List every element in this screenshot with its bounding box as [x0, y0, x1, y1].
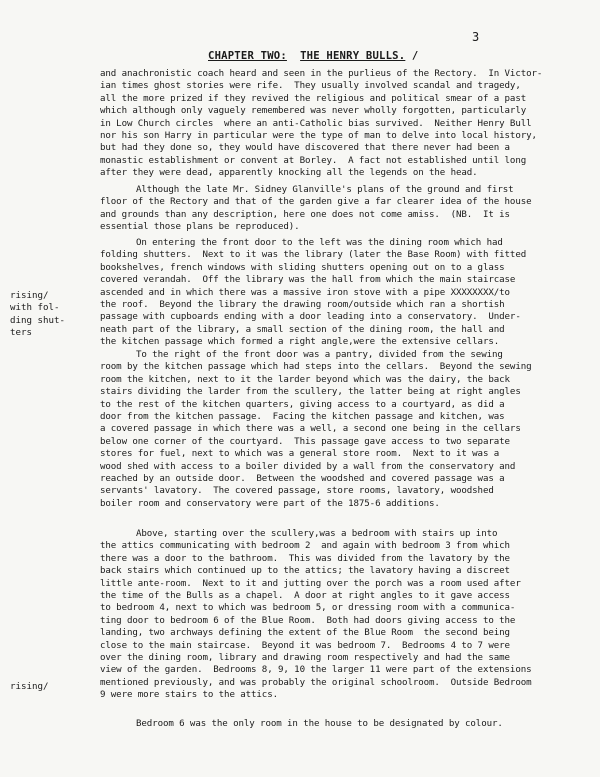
text-line: boiler room and conservatory were part of the 1875-6 additions. — [100, 498, 440, 509]
paragraph-6 — [100, 718, 600, 730]
text-line: below one corner of the courtyard. This passage gave access to two separate — [100, 436, 510, 447]
margin-note — [10, 290, 65, 340]
text-line: servants' lavatory. The covered passage, store rooms, lavatory, woodshed — [100, 486, 494, 497]
text-line: after they were dead, apparently knocking all the legends on the head. — [100, 168, 478, 179]
text-line: ascended and in which there was a massive iron stove with a pipe XXXXXXXX/to — [100, 287, 510, 298]
text-line: covered verandah. Off the library was the hall from which the main staircase — [100, 275, 516, 286]
paragraph-4 — [100, 349, 600, 510]
text-line: wood shed with access to a boiler divided by a wall from the conservatory and — [100, 461, 516, 472]
text-line: nor his son Harry in particular were the type of man to delve into local history, — [100, 130, 537, 141]
text-line: over the dining room, library and drawing room respectively and had the same — [100, 652, 510, 663]
margin-note-line: rising/ — [10, 291, 49, 301]
text-line: stairs dividing the larder from the scullery, the latter being at right angles — [100, 387, 521, 398]
text-line: monastic establishment or convent at Borley. A fact not established until long — [100, 155, 527, 166]
text-line: the kitchen passage which formed a right angle,were the extensive cellars. — [100, 337, 500, 348]
text-line: floor of the Rectory and that of the garden give a far clearer idea of the house — [100, 197, 532, 208]
text-line: view of the garden. Bedrooms 8, 9, 10 the larger 11 were part of the extensions — [100, 665, 532, 676]
text-line: Bedroom 6 was the only room in the house to be designated by colour. — [136, 719, 503, 729]
text-line: reached by an outside door. Between the woodshed and covered passage was a — [100, 473, 505, 484]
margin-note-line: ters — [10, 328, 32, 339]
text-line: all the more prized if they revived the religious and political smear of a past — [100, 93, 527, 104]
text-line: there was a door to the bathroom. This was divided from the lavatory by the — [100, 553, 510, 564]
chapter-heading — [208, 50, 419, 62]
text-line: ting door to bedroom 6 of the Blue Room. Both had doors giving access to the — [100, 615, 516, 626]
text-line: back stairs which continued up to the attics; the lavatory having a discreet — [100, 566, 510, 577]
chapter-title: THE HENRY BULLS. — [300, 50, 406, 62]
text-line: to bedroom 4, next to which was bedroom 5, or dressing room with a communica- — [100, 603, 516, 614]
text-line: the time of the Bulls as a chapel. A door at right angles to it gave access — [100, 590, 510, 601]
paragraph-3 — [100, 237, 600, 349]
text-line: but had they done so, they would have discovered that there never had been a — [100, 143, 510, 154]
text-line: Above, starting over the scullery,was a bedroom with stairs up into — [136, 529, 498, 539]
text-line: neath part of the library, a small section of the dining room, the hall and — [100, 324, 505, 335]
text-line: essential those plans be reproduced). — [100, 222, 300, 233]
paragraph-5 — [100, 528, 600, 701]
text-line: a covered passage in which there was a well, a second one being in the cellars — [100, 424, 521, 435]
text-line: On entering the front door to the left was the dining room which had — [136, 238, 503, 248]
chapter-mark: / — [411, 50, 419, 62]
page-number: 3 — [472, 30, 480, 44]
text-line: Although the late Mr. Sidney Glanville's plans of the ground and first — [136, 185, 514, 195]
text-line: to the rest of the kitchen quarters, giving access to a courtyard, as did a — [100, 399, 505, 410]
text-line: passage with cupboards ending with a door leading into a conservatory. Under- — [100, 312, 521, 323]
text-line: landing, two archways defining the extent of the Blue Room the second being — [100, 628, 510, 639]
paragraph-1 — [100, 68, 600, 180]
text-line: and grounds than any description, here one does not come amiss. (NB. It is — [100, 209, 510, 220]
text-line: little ante-room. Next to it and jutting over the porch was a room used after — [100, 578, 521, 589]
text-line: and anachronistic coach heard and seen in the purlieus of the Rectory. In Victor- — [100, 69, 543, 79]
text-line: 9 were more stairs to the attics. — [100, 690, 278, 701]
text-line: bookshelves, french windows with sliding shutters opening out on to a glass — [100, 262, 505, 273]
text-line: folding shutters. Next to it was the library (later the Base Room) with fitted — [100, 250, 527, 261]
text-line: To the right of the front door was a pantry, divided from the sewing — [136, 350, 503, 360]
text-line: which although only vaguely remembered was never wholly forgotten, particularly — [100, 106, 527, 117]
margin-note: rising/ — [10, 682, 49, 692]
text-line: room by the kitchen passage which had steps into the cellars. Beyond the sewing — [100, 362, 532, 373]
text-line: in Low Church circles where an anti-Catholic bias survived. Neither Henry Bull — [100, 118, 532, 129]
paragraph-2 — [100, 184, 600, 234]
text-line: the roof. Beyond the library the drawing room/outside which ran a shortish — [100, 299, 505, 310]
margin-note-line: with fol- — [10, 303, 60, 314]
text-line: stores for fuel, next to which was a general store room. Next to it was a — [100, 449, 500, 460]
text-line: door from the kitchen passage. Facing the kitchen passage and kitchen, was — [100, 411, 505, 422]
text-line: the attics communicating with bedroom 2 and again with bedroom 3 from which — [100, 541, 510, 552]
text-line: close to the main staircase. Beyond it was bedroom 7. Bedrooms 4 to 7 were — [100, 640, 510, 651]
chapter-label: CHAPTER TWO: — [208, 50, 287, 62]
margin-note-line: ding shut- — [10, 315, 65, 326]
text-line: room the kitchen, next to it the larder beyond which was the dairy, the back — [100, 374, 510, 385]
text-line: mentioned previously, and was probably the original schoolroom. Outside Bedroom — [100, 677, 532, 688]
text-line: ian times ghost stories were rife. They usually involved scandal and tragedy, — [100, 81, 521, 92]
